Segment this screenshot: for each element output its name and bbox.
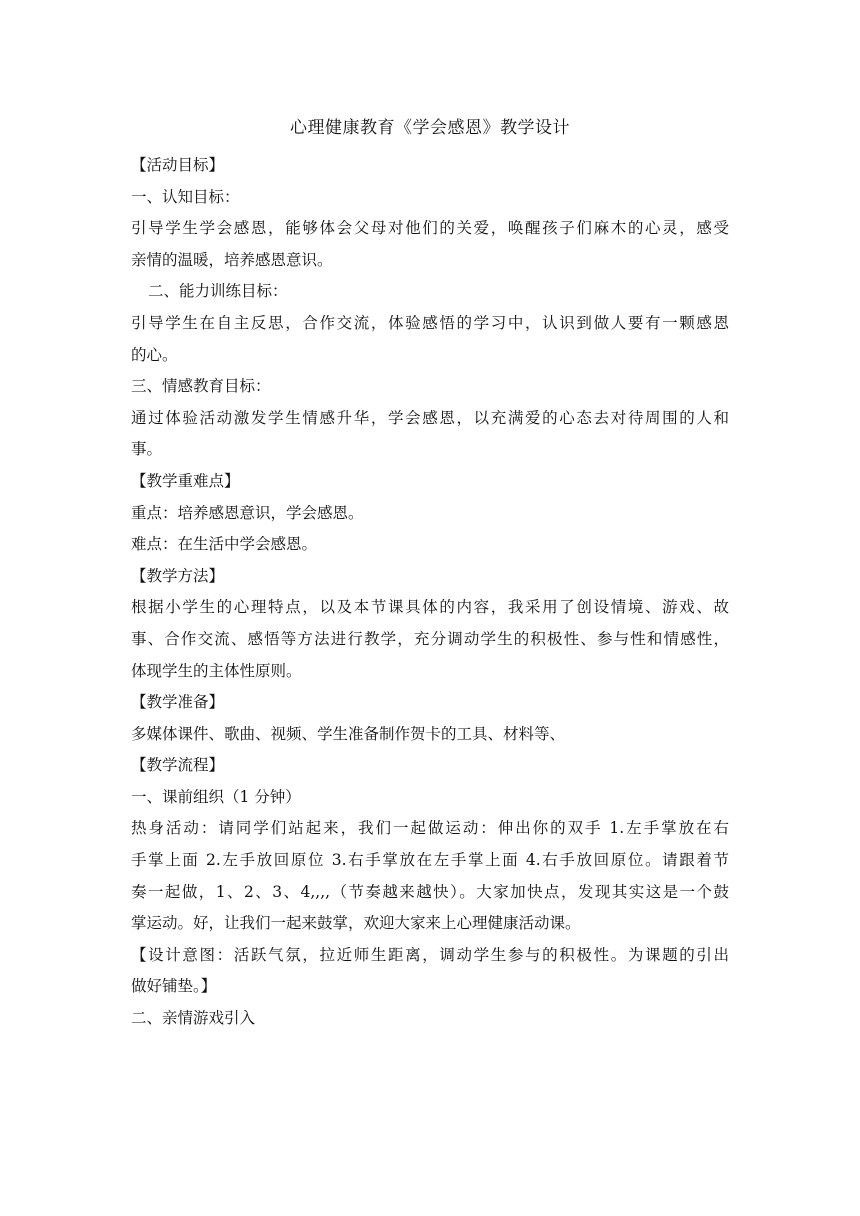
subsection-heading: 三、情感教育目标：: [131, 377, 271, 396]
paragraph-line: 奏一起做，1、2、3、4,,,,（节奏越来越快）。大家加快点，发现其实这是一个鼓: [131, 882, 729, 901]
paragraph-line: 重点：培养感恩意识，学会感恩。: [131, 503, 364, 522]
subsection-heading: 一、认知目标：: [131, 187, 240, 206]
subsection-heading: 二、亲情游戏引入: [131, 1009, 256, 1028]
paragraph-line: 体现学生的主体性原则。: [131, 661, 302, 680]
section-heading: 【教学流程】: [131, 756, 225, 775]
paragraph-line: 多媒体课件、歌曲、视频、学生准备制作贺卡的工具、材料等、: [131, 724, 566, 743]
paragraph-line: 热身活动：请同学们站起来，我们一起做运动：伸出你的双手 1.左手掌放在右: [131, 819, 729, 838]
paragraph-line: 事、合作交流、感悟等方法进行教学，充分调动学生的积极性、参与性和情感性，: [131, 629, 729, 648]
section-heading: 【教学方法】: [131, 566, 225, 585]
paragraph-line: 掌运动。好，让我们一起来鼓掌，欢迎大家来上心理健康活动课。: [131, 914, 581, 933]
section-heading: 【活动目标】: [131, 156, 225, 174]
paragraph-line: 难点：在生活中学会感恩。: [131, 535, 318, 554]
paragraph-line: 做好铺垫。】: [131, 977, 217, 996]
paragraph-line: 事。: [131, 440, 163, 459]
paragraph-line: 的心。: [131, 345, 178, 364]
document-body: [131, 150, 729, 1035]
paragraph-line: 【设计意图：活跃气氛，拉近师生距离，调动学生参与的积极性。为课题的引出: [131, 945, 729, 964]
paragraph-line: 引导学生学会感恩，能够体会父母对他们的关爱，唤醒孩子们麻木的心灵，感受: [131, 219, 729, 238]
paragraph-line: 通过体验活动激发学生情感升华，学会感恩，以充满爱的心态去对待周围的人和: [131, 408, 729, 427]
paragraph-line: 根据小学生的心理特点，以及本节课具体的内容，我采用了创设情境、游戏、故: [131, 598, 729, 617]
section-heading: 【教学重难点】: [131, 471, 240, 490]
document-title: 心理健康教育《学会感恩》教学设计: [290, 118, 570, 138]
subsection-heading: 一、课前组织（1 分钟）: [131, 787, 301, 806]
paragraph-line: 亲情的温暖，培养感恩意识。: [131, 250, 333, 269]
paragraph-line: 引导学生在自主反思，合作交流，体验感悟的学习中，认识到做人要有一颗感恩: [131, 313, 729, 332]
section-heading: 【教学准备】: [131, 693, 225, 712]
subsection-heading: 二、能力训练目标：: [148, 282, 288, 301]
paragraph-line: 手掌上面 2.左手放回原位 3.右手掌放在左手掌上面 4.右手放回原位。请跟着节: [131, 851, 729, 870]
